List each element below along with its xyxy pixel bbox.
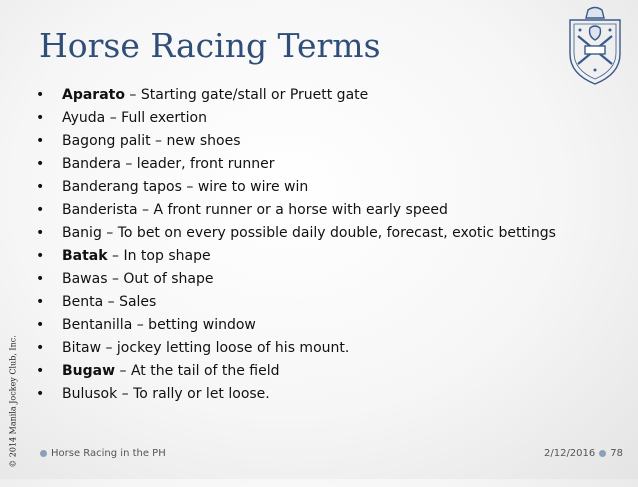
- term-name: Batak: [62, 248, 108, 264]
- term-name: Aparato: [62, 87, 125, 103]
- term-list-item: [36, 155, 576, 174]
- bullet-icon: •: [36, 248, 45, 264]
- bullet-icon: •: [36, 363, 45, 379]
- term-list-item: [36, 201, 576, 220]
- bullet-icon: •: [36, 179, 45, 195]
- term-list-item: [36, 178, 576, 197]
- term-name: Bitaw: [62, 340, 102, 356]
- term-name: Banderista: [62, 202, 138, 218]
- term-definition: – Out of shape: [107, 271, 214, 287]
- term-definition: – Full exertion: [105, 110, 207, 126]
- term-definition: – In top shape: [107, 248, 211, 264]
- bullet-dot-icon: [599, 450, 606, 457]
- bullet-icon: •: [36, 225, 45, 241]
- term-list-item: [36, 362, 576, 381]
- bullet-dot-icon: [40, 450, 47, 457]
- term-list-item: [36, 224, 576, 243]
- bullet-icon: •: [36, 110, 45, 126]
- term-name: Bagong palit: [62, 133, 151, 149]
- term-name: Bawas: [62, 271, 108, 287]
- term-list-item: [36, 270, 576, 289]
- bullet-icon: •: [36, 87, 45, 103]
- term-name: Bugaw: [62, 363, 116, 379]
- terms-list: [36, 86, 576, 408]
- term-definition: – Starting gate/stall or Pruett gate: [124, 87, 369, 103]
- term-name: Bentanilla: [62, 317, 133, 333]
- term-definition: – To rally or let loose.: [117, 386, 270, 402]
- footer-left: [40, 448, 166, 459]
- term-definition: – new shoes: [150, 133, 241, 149]
- term-definition: – Sales: [103, 294, 157, 310]
- page-number: 78: [610, 448, 623, 459]
- slide-title: Horse Racing Terms: [39, 26, 381, 65]
- term-name: Bulusok: [62, 386, 118, 402]
- copyright-notice: © 2014 Manila Jockey Club, Inc.: [8, 335, 18, 468]
- term-list-item: [36, 293, 576, 312]
- bullet-icon: •: [36, 294, 45, 310]
- bullet-icon: •: [36, 202, 45, 218]
- bullet-icon: •: [36, 317, 45, 333]
- term-list-item: [36, 109, 576, 128]
- term-list-item: [36, 339, 576, 358]
- term-list-item: [36, 316, 576, 335]
- term-definition: – A front runner or a horse with early speed: [137, 202, 448, 218]
- footer-right: [544, 448, 623, 459]
- term-name: Benta: [62, 294, 104, 310]
- term-definition: – To bet on every possible daily double, forecast, exotic bettings: [101, 225, 556, 241]
- term-name: Banig: [62, 225, 102, 241]
- term-definition: – wire to wire win: [181, 179, 309, 195]
- bullet-icon: •: [36, 156, 45, 172]
- term-definition: – At the tail of the field: [115, 363, 280, 379]
- term-definition: – leader, front runner: [120, 156, 275, 172]
- term-definition: – betting window: [132, 317, 256, 333]
- term-name: Ayuda: [62, 110, 106, 126]
- bullet-icon: •: [36, 271, 45, 287]
- term-list-item: [36, 247, 576, 266]
- jockey-club-logo: [560, 6, 630, 88]
- bullet-icon: •: [36, 340, 45, 356]
- bullet-icon: •: [36, 133, 45, 149]
- footer-title: Horse Racing in the PH: [51, 448, 166, 459]
- term-definition: – jockey letting loose of his mount.: [101, 340, 350, 356]
- footer-date: 2/12/2016: [543, 448, 596, 459]
- bullet-icon: •: [36, 386, 45, 402]
- term-list-item: [36, 86, 576, 105]
- term-list-item: [36, 132, 576, 151]
- term-name: Banderang tapos: [62, 179, 182, 195]
- term-list-item: [36, 385, 576, 404]
- term-name: Bandera: [62, 156, 121, 172]
